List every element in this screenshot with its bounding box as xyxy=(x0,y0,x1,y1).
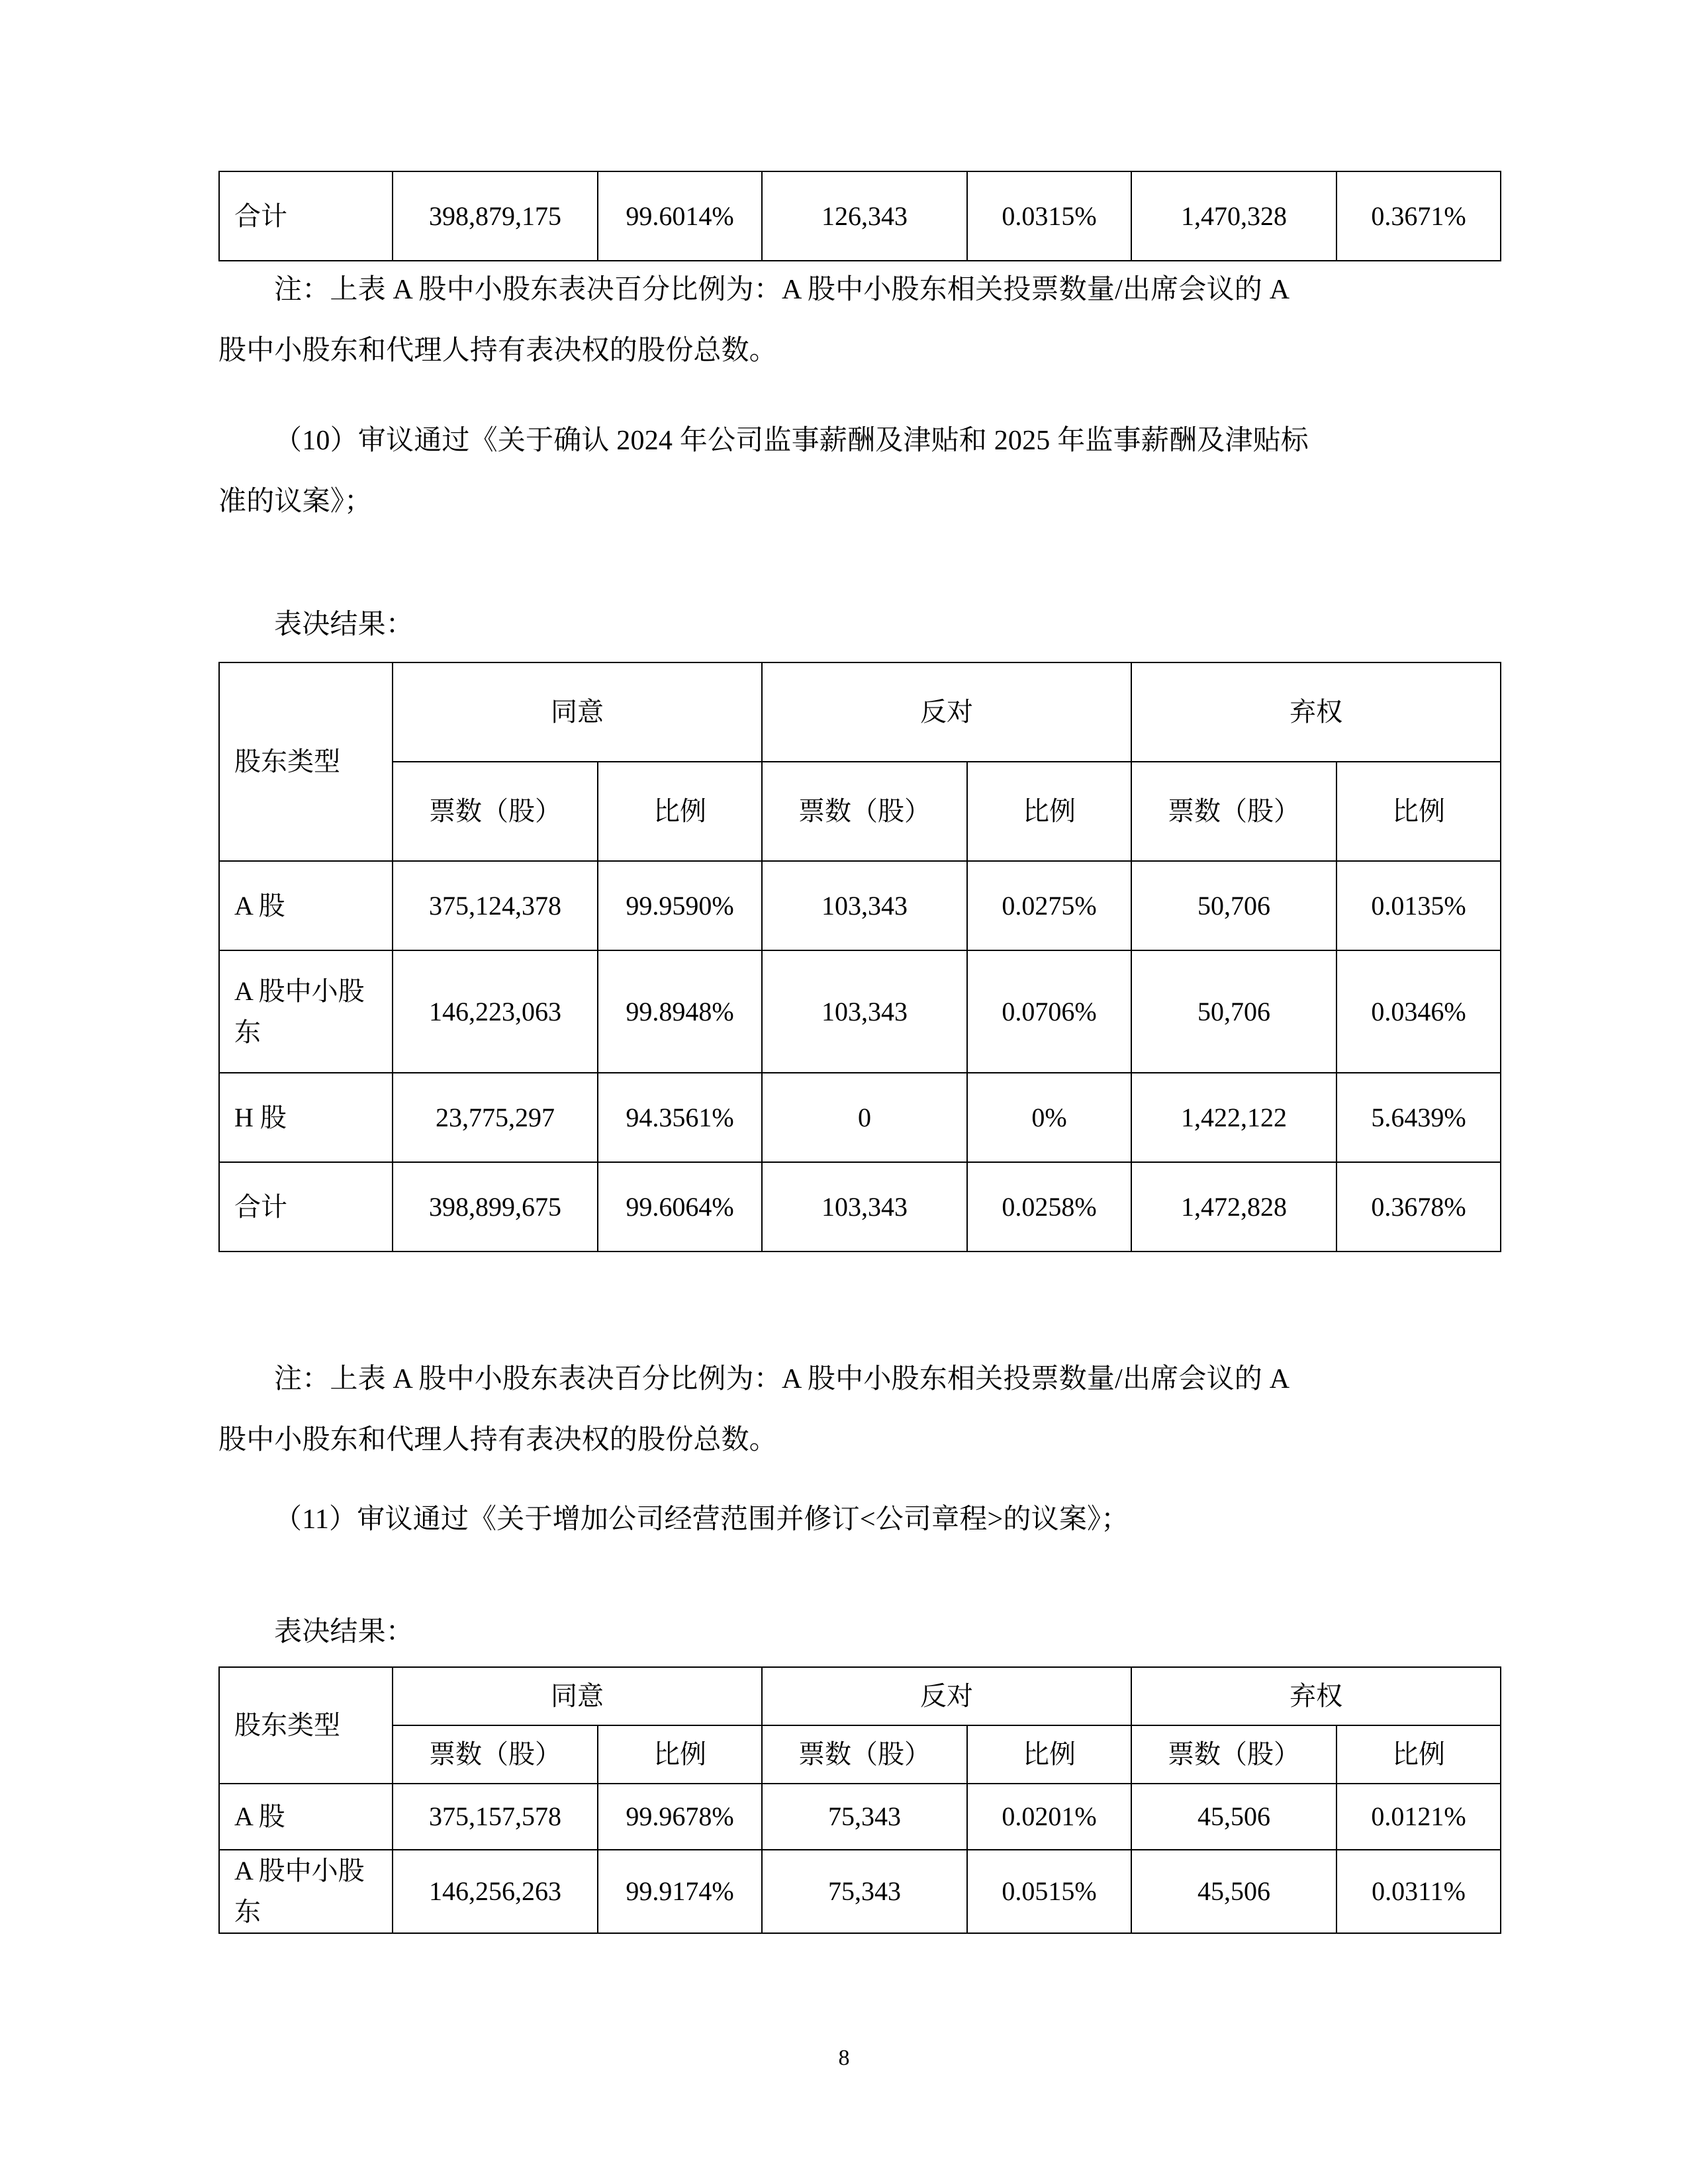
abstain-pct-cell: 0.3671% xyxy=(1336,171,1501,261)
against-pct-cell: 0.0275% xyxy=(967,861,1131,950)
agree-votes-cell: 23,775,297 xyxy=(393,1073,598,1162)
table-row xyxy=(219,1850,1501,1933)
table-row xyxy=(219,1073,1501,1162)
header-agree-ratio: 比例 xyxy=(598,762,762,861)
table-row xyxy=(219,861,1501,950)
vote-table-1-container xyxy=(218,662,1501,1252)
item-11-text: （11）审议通过《关于增加公司经营范围并修订<公司章程>的议案》； xyxy=(274,1504,1129,1535)
table-header-row-top xyxy=(219,662,1501,762)
against-pct-cell: 0.0258% xyxy=(967,1162,1131,1251)
agree-votes-cell: 375,124,378 xyxy=(393,861,598,950)
vote-table-2-container xyxy=(218,1666,1501,1934)
table-row xyxy=(219,950,1501,1073)
row-type-label: A 股中小股东 xyxy=(219,950,393,1073)
agree-pct-cell: 99.8948% xyxy=(598,950,762,1073)
table-row xyxy=(219,1784,1501,1850)
note-2-line-2: 股中小股东和代理人持有表决权的股份总数。 xyxy=(218,1425,778,1455)
header-abstain-ratio: 比例 xyxy=(1336,762,1501,861)
abstain-votes-cell: 45,506 xyxy=(1131,1784,1336,1850)
header-agree-votes: 票数（股） xyxy=(393,762,598,861)
against-votes-cell: 103,343 xyxy=(762,950,967,1073)
abstain-votes-cell: 50,706 xyxy=(1131,950,1336,1073)
continued-vote-table xyxy=(218,171,1501,261)
header-abstain-votes: 票数（股） xyxy=(1131,1725,1336,1784)
agree-votes-cell: 398,899,675 xyxy=(393,1162,598,1251)
abstain-pct-cell: 0.0135% xyxy=(1336,861,1501,950)
against-votes-cell: 75,343 xyxy=(762,1850,967,1933)
row-type-label: 合计 xyxy=(219,1162,393,1251)
vote-result-label-1: 表决结果： xyxy=(274,610,414,640)
header-agree-ratio: 比例 xyxy=(598,1725,762,1784)
abstain-pct-cell: 0.0346% xyxy=(1336,950,1501,1073)
against-pct-cell: 0.0201% xyxy=(967,1784,1131,1850)
against-votes-cell: 126,343 xyxy=(762,171,967,261)
continued-vote-table-container xyxy=(218,171,1501,261)
agree-votes-cell: 375,157,578 xyxy=(393,1784,598,1850)
against-votes-cell: 0 xyxy=(762,1073,967,1162)
header-agree-votes: 票数（股） xyxy=(393,1725,598,1784)
agree-pct-cell: 99.9678% xyxy=(598,1784,762,1850)
header-against-votes: 票数（股） xyxy=(762,762,967,861)
agree-pct-cell: 94.3561% xyxy=(598,1073,762,1162)
header-against-ratio: 比例 xyxy=(967,1725,1131,1784)
table-header-row-top xyxy=(219,1667,1501,1725)
vote-table-1 xyxy=(218,662,1501,1252)
note-2-line-1: 注：上表 A 股中小股东表决百分比例为：A 股中小股东相关投票数量/出席会议的 A xyxy=(274,1364,1290,1394)
abstain-pct-cell: 0.3678% xyxy=(1336,1162,1501,1251)
against-pct-cell: 0% xyxy=(967,1073,1131,1162)
header-shareholder-type: 股东类型 xyxy=(219,662,393,861)
row-type-label: H 股 xyxy=(219,1073,393,1162)
row-type-label: A 股中小股东 xyxy=(219,1850,393,1933)
header-abstain-ratio: 比例 xyxy=(1336,1725,1501,1784)
page-number: 8 xyxy=(838,2046,850,2070)
abstain-votes-cell: 1,472,828 xyxy=(1131,1162,1336,1251)
vote-result-label-2: 表决结果： xyxy=(274,1617,414,1647)
table-row xyxy=(219,171,1501,261)
note-block-1 xyxy=(218,259,1470,381)
abstain-pct-cell: 5.6439% xyxy=(1336,1073,1501,1162)
against-votes-cell: 103,343 xyxy=(762,1162,967,1251)
header-against: 反对 xyxy=(762,662,1131,762)
agree-pct-cell: 99.6064% xyxy=(598,1162,762,1251)
abstain-votes-cell: 1,470,328 xyxy=(1131,171,1336,261)
header-abstain: 弃权 xyxy=(1131,1667,1501,1725)
abstain-pct-cell: 0.0311% xyxy=(1336,1850,1501,1933)
vote-table-2 xyxy=(218,1666,1501,1934)
abstain-votes-cell: 45,506 xyxy=(1131,1850,1336,1933)
agree-pct-cell: 99.6014% xyxy=(598,171,762,261)
header-shareholder-type: 股东类型 xyxy=(219,1667,393,1784)
against-votes-cell: 103,343 xyxy=(762,861,967,950)
header-against-ratio: 比例 xyxy=(967,762,1131,861)
agree-votes-cell: 398,879,175 xyxy=(393,171,598,261)
row-type-label: A 股 xyxy=(219,861,393,950)
table-header-row-sub xyxy=(219,1725,1501,1784)
against-pct-cell: 0.0315% xyxy=(967,171,1131,261)
against-votes-cell: 75,343 xyxy=(762,1784,967,1850)
row-type-label: A 股 xyxy=(219,1784,393,1850)
header-against-votes: 票数（股） xyxy=(762,1725,967,1784)
against-pct-cell: 0.0515% xyxy=(967,1850,1131,1933)
header-agree: 同意 xyxy=(393,662,762,762)
agree-votes-cell: 146,256,263 xyxy=(393,1850,598,1933)
abstain-pct-cell: 0.0121% xyxy=(1336,1784,1501,1850)
table-header-row-sub xyxy=(219,762,1501,861)
header-against: 反对 xyxy=(762,1667,1131,1725)
agree-pct-cell: 99.9590% xyxy=(598,861,762,950)
agree-pct-cell: 99.9174% xyxy=(598,1850,762,1933)
header-agree: 同意 xyxy=(393,1667,762,1725)
abstain-votes-cell: 50,706 xyxy=(1131,861,1336,950)
agree-votes-cell: 146,223,063 xyxy=(393,950,598,1073)
agenda-item-11 xyxy=(218,1489,1470,1550)
note-1-line-2: 股中小股东和代理人持有表决权的股份总数。 xyxy=(218,336,778,366)
vote-result-label-2-container xyxy=(218,1602,1470,1662)
row-type-label: 合计 xyxy=(219,171,393,261)
note-1-line-1: 注：上表 A 股中小股东表决百分比例为：A 股中小股东相关投票数量/出席会议的 A xyxy=(274,275,1290,305)
against-pct-cell: 0.0706% xyxy=(967,950,1131,1073)
agenda-item-10 xyxy=(218,410,1470,532)
header-abstain-votes: 票数（股） xyxy=(1131,762,1336,861)
abstain-votes-cell: 1,422,122 xyxy=(1131,1073,1336,1162)
note-block-2 xyxy=(218,1349,1470,1471)
table-row xyxy=(219,1162,1501,1251)
item-10-line-1: （10）审议通过《关于确认 2024 年公司监事薪酬及津贴和 2025 年监事薪酬及津贴标 xyxy=(274,426,1309,456)
header-abstain: 弃权 xyxy=(1131,662,1501,762)
vote-result-label-1-container xyxy=(218,594,1470,655)
item-10-line-2: 准的议案》； xyxy=(218,486,373,517)
